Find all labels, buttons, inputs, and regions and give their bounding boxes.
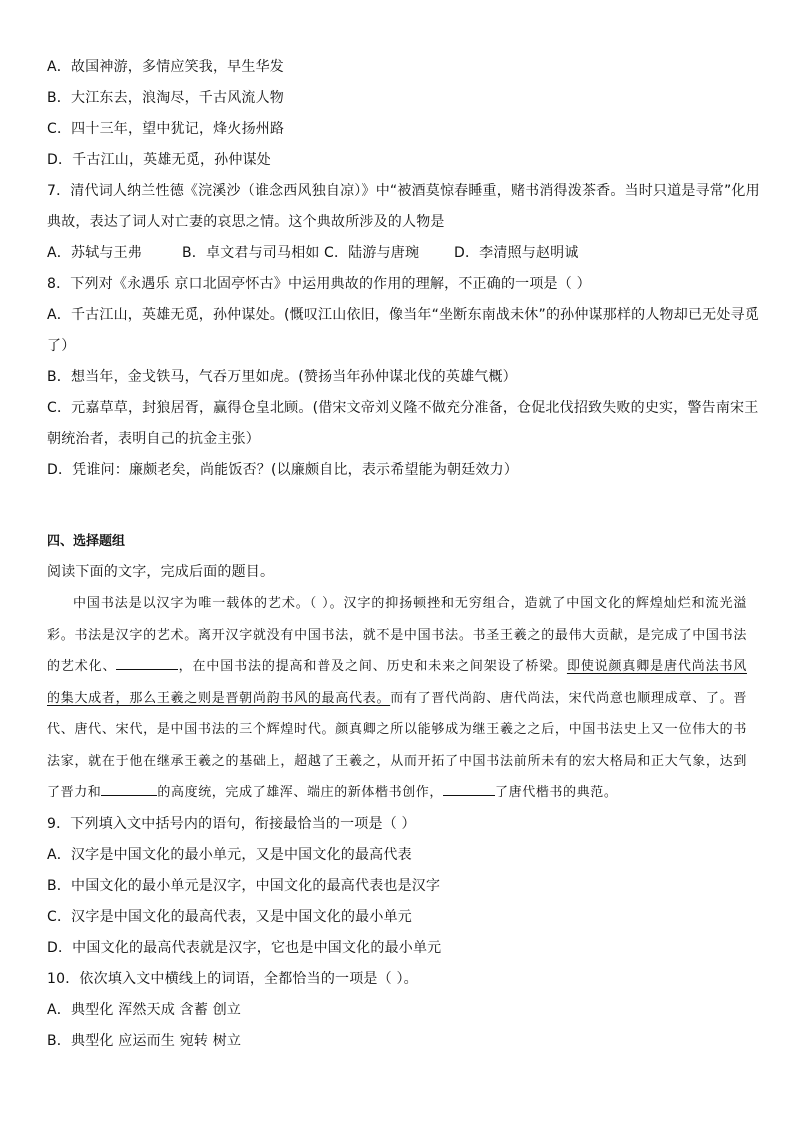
q7-option-d: D．李清照与赵明诚 [454, 245, 579, 261]
q9-option-c: C．汉字是中国文化的最高代表，又是中国文化的最小单元 [47, 908, 412, 925]
q8-option-d: D．凭谁问：廉颇老矣，尚能饭否？(以廉颇自比，表示希望能为朝廷效力） [47, 462, 519, 478]
q10-stem: 10．依次填入文中横线上的词语，全都恰当的一项是（ ）。 [47, 970, 418, 987]
q8-option-b: B．想当年，金戈铁马，气吞万里如虎。(赞扬当年孙仲谋北伐的英雄气概） [47, 369, 517, 385]
blank-3 [443, 779, 495, 796]
q10-option-b: B．典型化 应运而生 宛转 树立 [47, 1032, 242, 1049]
q9-option-d: D．中国文化的最高代表就是汉字，它也是中国文化的最小单元 [47, 939, 442, 956]
q7-stem-line2: 典故，表达了词人对亡妻的哀思之情。这个典故所涉及的人物是 [47, 214, 445, 230]
q6-option-d: D．千古江山，英雄无觅，孙仲谋处 [47, 152, 271, 168]
q7-option-c: C．陆游与唐琬 [324, 245, 420, 261]
q8-option-c: C．元嘉草草，封狼居胥，赢得仓皇北顾。(借宋文帝刘义隆不做充分准备，仓促北伐招致失败的史实，警告南宋王 [47, 400, 759, 416]
q9-option-b: B．中国文化的最小单元是汉字，中国文化的最高代表也是汉字 [47, 877, 441, 894]
passage-part-5: 了唐代楷书的典范。 [495, 785, 618, 800]
passage-part-2: ，在中国书法的提高和普及之间、历史和未来之间架设了桥梁。 [178, 659, 567, 674]
q7-option-a: A．苏轼与王弗 [47, 245, 142, 261]
q8-stem: 8．下列对《永遇乐 京口北固亭怀古》中运用典故的作用的理解，不正确的一项是（ ） [47, 276, 591, 292]
q7-stem-line1: 7．清代词人纳兰性德《浣溪沙（谁念西风独自凉）》中“被酒莫惊春睡重，赌书消得泼茶香。当时只道是寻常”化用 [47, 183, 760, 199]
q7-options [47, 238, 747, 269]
q6-option-a: A．故国神游，多情应笑我，早生华发 [47, 59, 284, 75]
section-instruction: 阅读下面的文字，完成后面的题目。 [47, 564, 275, 580]
q9-option-a: A．汉字是中国文化的最小单元，又是中国文化的最高代表 [47, 846, 412, 863]
section-title: 四、选择题组 [47, 534, 126, 549]
q10-option-a: A．典型化 浑然天成 含蓄 创立 [47, 1001, 242, 1018]
blank-1 [116, 653, 178, 670]
q9-stem: 9．下列填入文中括号内的语句，衔接最恰当的一项是（ ） [47, 815, 416, 832]
blank-2 [101, 779, 157, 796]
q8-option-a: A．千古江山，英雄无觅，孙仲谋处。(慨叹江山依旧，像当年“坐断东南战未休”的孙仲谋那样的人物却已无处寻觅 [47, 307, 759, 323]
reading-passage [47, 588, 747, 809]
underlined-sentence: 即使说颜真卿是唐代尚法书风的集大成者，那么王羲之则是晋朝尚韵书风的最高代表。 [47, 659, 747, 706]
document-page [47, 52, 760, 1057]
q6-option-b: B．大江东去，浪淘尽，千古风流人物 [47, 90, 285, 106]
q8-option-a-cont: 了） [47, 338, 76, 354]
q7-option-b: B．卓文君与司马相如 [182, 245, 320, 261]
passage-part-3: 而有了晋代尚韵、唐代尚法，宋代尚意也顺理成章、了。晋代、唐代、宋代，是中国书法的三个辉煌时代。颜真卿之所以能够成为继王羲之之后，中国书法史上又一位伟大的书法家，就在于他在继承王羲之的基础上，超越了王羲之，从而开拓了中国书法前所未有的宏大格局和正大气象，达到了晋力和 [47, 690, 747, 800]
passage-part-4: 的高度统，完成了雄浑、端庄的新体楷书创作， [157, 785, 444, 800]
q8-option-c-cont: 朝统治者，表明自己的抗金主张） [47, 431, 260, 447]
q6-option-c: C．四十三年，望中犹记，烽火扬州路 [47, 121, 285, 137]
passage-part-1: 中国书法是以汉字为唯一载体的艺术。（ ）。汉字的抑扬顿挫和无穷组合，造就了中国文化的辉煌灿烂和流光溢彩。书法是汉字的艺术。离开汉字就没有中国书法，就不是中国书法。书圣王羲之的最伟大贡献，是完成了中国书法的艺术化、 [47, 596, 747, 674]
